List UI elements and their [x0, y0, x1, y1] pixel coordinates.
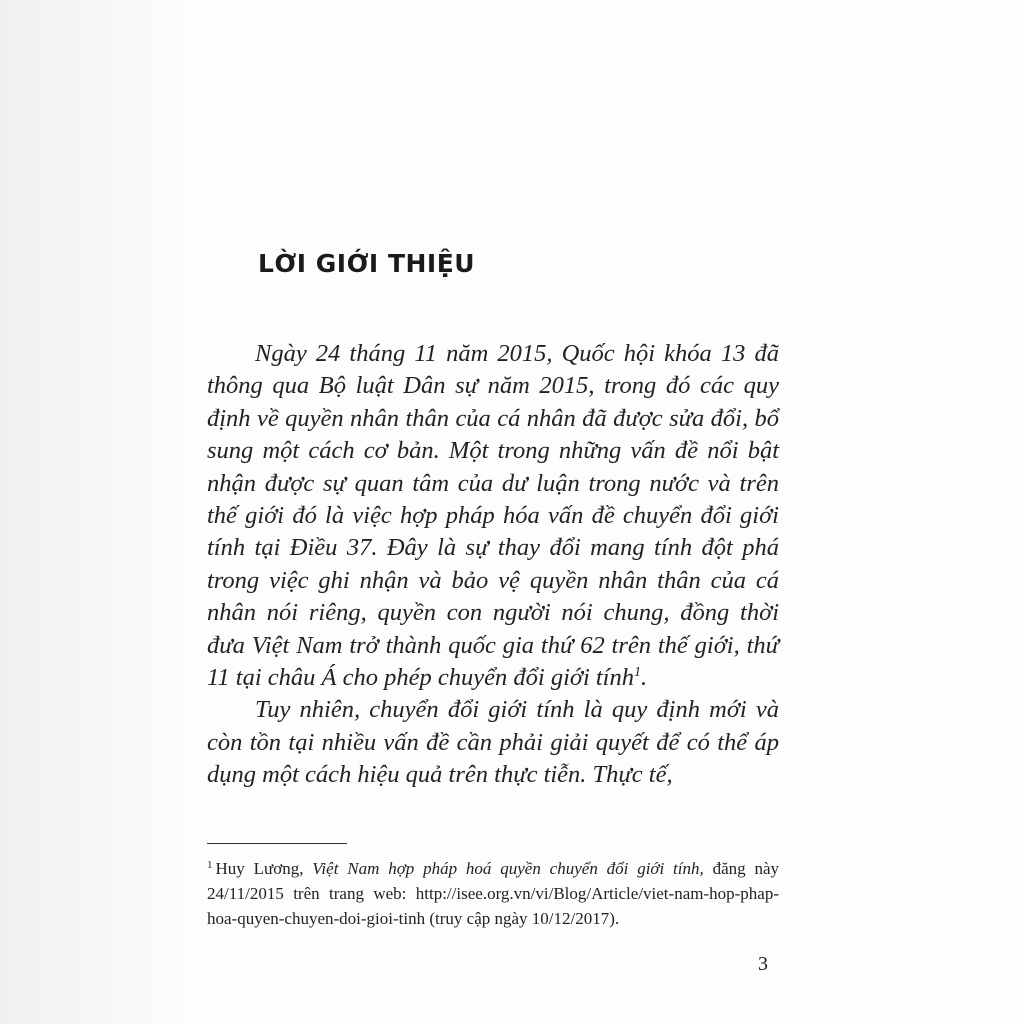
paragraph-1-text: Ngày 24 tháng 11 năm 2015, Quốc hội khóa 13 đã thông qua Bộ luật Dân sự năm 2015, trong đó các quy định về quyền nhân thân của cá nhân đã được sửa đổi, bổ sung một cách cơ bản. Một trong những vấn đề nổi bật nhận được sự quan tâm của dư luận trong nước và trên thế giới đó là việc hợp pháp hóa vấn đề chuyển đổi giới tính tại Điều 37. Đây là sự thay đổi mang tính đột phá trong việc ghi nhận và bảo vệ quyền nhân thân của cá nhân nói riêng, quyền con người nói chung, đồng thời đưa Việt Nam trở thành quốc gia thứ 62 trên thế giới, thứ 11 tại châu Á cho phép chuyển đổi giới tính	[207, 340, 779, 692]
page-number: 3	[758, 953, 768, 975]
footnote	[207, 853, 779, 931]
footnote-title: Việt Nam hợp pháp hoá quyền chuyển đổi giới tính,	[312, 859, 704, 878]
footnote-reference: 1	[634, 665, 641, 681]
paragraph-1	[207, 338, 779, 694]
paragraph-1-end: .	[641, 664, 648, 692]
footnote-author: Huy Lương,	[215, 859, 304, 878]
body-text	[207, 338, 779, 792]
page-heading: LỜI GIỚI THIỆU	[258, 249, 476, 278]
footnote-divider	[207, 843, 347, 844]
paragraph-2: Tuy nhiên, chuyển đổi giới tính là quy định mới và còn tồn tại nhiều vấn đề cần phải giải quyết để có thể áp dụng một cách hiệu quả trên thực tiễn. Thực tế,	[207, 696, 779, 789]
footnote-rest: đăng này 24/11/2015 trên trang web: http://isee.org.vn/vi/Blog/Article/viet-nam-hop-phap-hoa-quyen-chuyen-doi-gioi-tinh (truy cập ngày 10/12/2017).	[207, 859, 780, 928]
footnote-number: 1	[207, 859, 213, 871]
